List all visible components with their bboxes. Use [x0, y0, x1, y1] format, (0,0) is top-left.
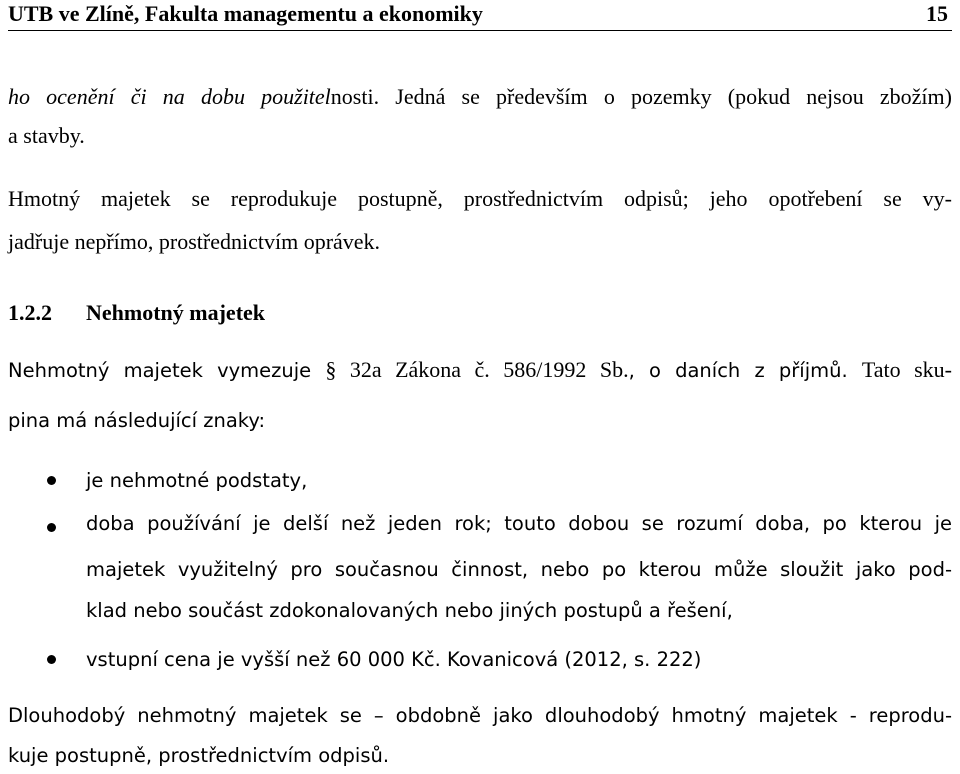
page-number: 15 [926, 1, 948, 26]
paragraph-3-line-2: pina má následující znaky: [8, 409, 266, 432]
header-title: UTB ve Zlíně, Fakulta managementu a ekonomiky [8, 1, 483, 26]
text-fragment: nosti. Jedná se především o pozemky (pokud nejsou zbožím) [330, 84, 952, 109]
paragraph-4-line-1: Dlouhodobý nehmotný majetek se – obdobně jako dlouhodobý hmotný majetek - reprodu- [8, 704, 952, 727]
italic-fragment: ho ocenění či na dobu použitel [8, 84, 331, 109]
text-fragment: Nehmotný majetek vymezuje [8, 359, 326, 382]
section-number: 1.2.2 [8, 300, 52, 325]
section-sign: § [325, 357, 337, 382]
header-rule [8, 30, 952, 31]
paragraph-2-line-1: Hmotný majetek se reprodukuje postupně, prostřednictvím odpisů; jeho opotřebení se vy- [8, 186, 952, 211]
text-fragment: , o daních z příjmů. [628, 359, 862, 382]
paragraph-1-line-1 [8, 84, 952, 110]
paragraph-1-line-2: a stavby. [8, 123, 85, 148]
paragraph-3-line-1 [8, 357, 952, 383]
page-header [8, 0, 952, 30]
list-item-2-line-3: klad nebo součást zdokonalovaných nebo jiných postupů a řešení, [86, 599, 733, 622]
list-item-3: vstupní cena je vyšší než 60 000 Kč. Kovanicová (2012, s. 222) [86, 648, 702, 671]
bullet-icon [47, 523, 56, 532]
paragraph-4-line-2: kuje postupně, prostřednictvím odpisů. [8, 744, 390, 767]
paragraph-2-line-2: jadřuje nepřímo, prostřednictvím oprávek. [8, 229, 381, 254]
section-title: Nehmotný majetek [86, 300, 266, 325]
text-fragment: Tato sku- [861, 357, 953, 382]
list-item-1: je nehmotné podstaty, [86, 469, 308, 492]
list-item-2-line-2: majetek využitelný pro současnou činnost, nebo po kterou může sloužit jako pod- [86, 558, 952, 581]
section-heading [8, 300, 265, 326]
text-fragment: 32a Zákona č. 586/1992 Sb. [336, 357, 629, 382]
list-item-2-line-1: doba používání je delší než jeden rok; touto dobou se rozumí doba, po kterou je [86, 512, 952, 535]
bullet-icon [47, 655, 56, 664]
bullet-icon [47, 476, 56, 485]
